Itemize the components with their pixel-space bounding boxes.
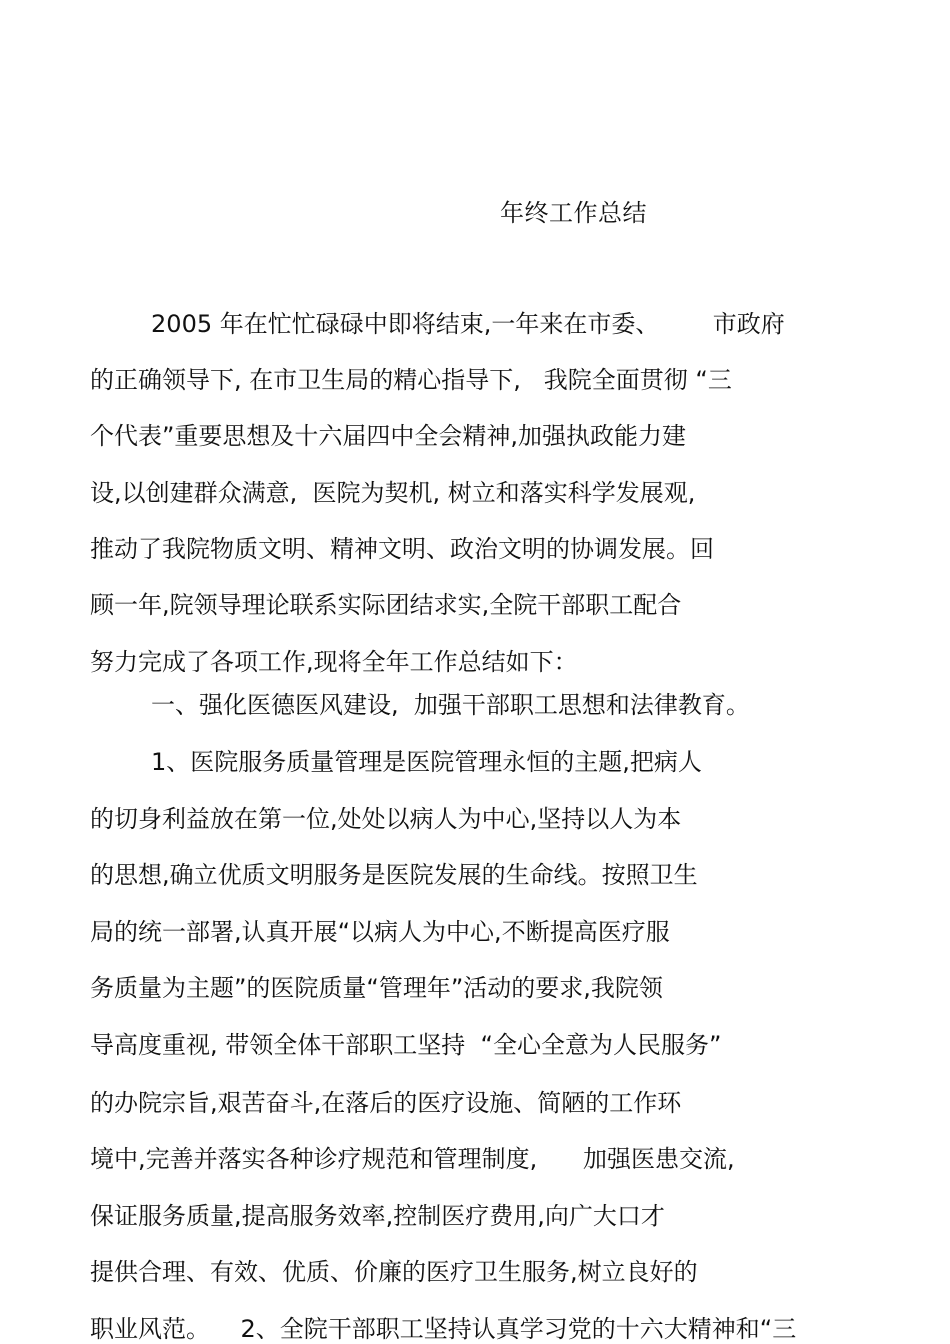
paragraph-line: 保证服务质量,提高服务效率,控制医疗费用,向广大口才 xyxy=(90,1202,665,1230)
paragraph-line: 2005 年在忙忙碌碌中即将结束,一年来在市委、 市政府 xyxy=(90,310,785,338)
paragraph-line: 局的统一部署,认真开展“以病人为中心,不断提高医疗服 xyxy=(90,918,670,946)
paragraph-line: 努力完成了各项工作,现将全年工作总结如下： xyxy=(90,648,578,676)
paragraph-line: 推动了我院物质文明、精神文明、政治文明的协调发展。回 xyxy=(90,535,714,563)
paragraph-line: 导高度重视, 带领全体干部职工坚持 “全心全意为人民服务” xyxy=(90,1031,722,1059)
paragraph-line: 1、医院服务质量管理是医院管理永恒的主题,把病人 xyxy=(90,748,702,776)
paragraph-line: 的正确领导下, 在市卫生局的精心指导下, 我院全面贯彻 “三 xyxy=(90,366,732,394)
document-title: 年终工作总结 xyxy=(500,199,647,227)
paragraph-line: 的思想,确立优质文明服务是医院发展的生命线。按照卫生 xyxy=(90,861,698,889)
paragraph-line: 境中,完善并落实各种诊疗规范和管理制度, 加强医患交流, xyxy=(90,1145,735,1173)
paragraph-line: 务质量为主题”的医院质量“管理年”活动的要求,我院领 xyxy=(90,974,663,1002)
paragraph-line: 的办院宗旨,艰苦奋斗,在落后的医疗设施、简陋的工作环 xyxy=(90,1089,682,1117)
paragraph-line: 顾一年,院领导理论联系实际团结求实,全院干部职工配合 xyxy=(90,591,682,619)
paragraph-line: 提供合理、有效、优质、价廉的医疗卫生服务,树立良好的 xyxy=(90,1258,698,1286)
paragraph-line: 设,以创建群众满意, 医院为契机, 树立和落实科学发展观, xyxy=(90,479,696,507)
paragraph-line: 的切身利益放在第一位,处处以病人为中心,坚持以人为本 xyxy=(90,805,682,833)
paragraph-line: 个代表”重要思想及十六届四中全会精神,加强执政能力建 xyxy=(90,422,687,450)
paragraph-line: 职业风范。 2、全院干部职工坚持认真学习党的十六大精神和“三 xyxy=(90,1315,797,1343)
paragraph-line: 一、强化医德医风建设, 加强干部职工思想和法律教育。 xyxy=(90,691,750,719)
